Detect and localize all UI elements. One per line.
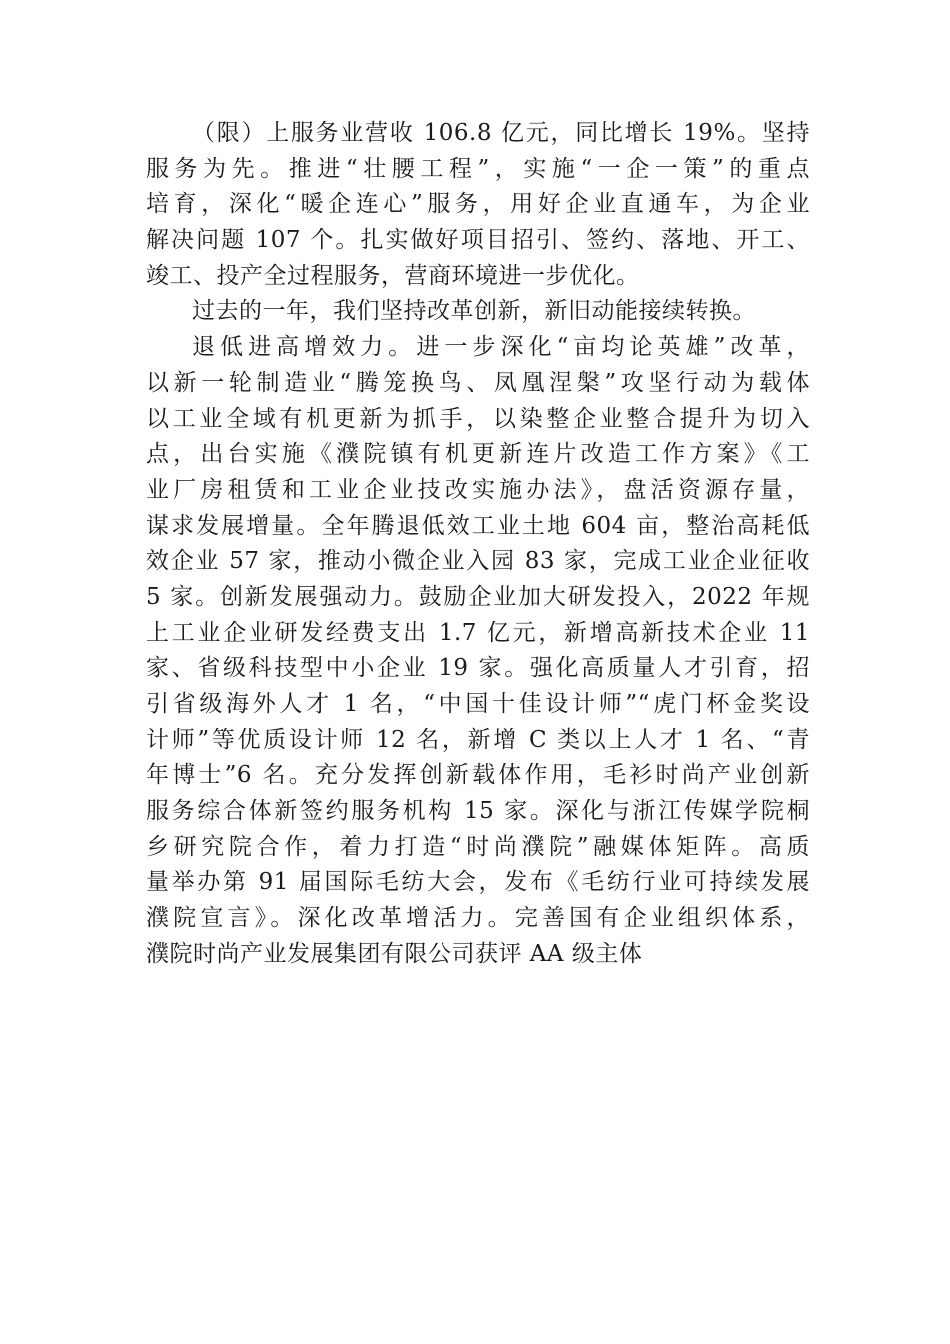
text-line: 点，出台实施《濮院镇有机更新连片改造工作方案》《工	[146, 441, 810, 468]
body-text	[146, 116, 810, 973]
text-line: 乡研究院合作，着力打造“时尚濮院”融媒体矩阵。高质	[146, 833, 810, 860]
text-line: 上工业企业研发经费支出 1.7 亿元，新增高新技术企业 11	[146, 619, 810, 646]
text-line: 以新一轮制造业“腾笼换鸟、凤凰涅槃”攻坚行动为载体	[146, 369, 810, 396]
text-line: 培育，深化“暖企连心”服务，用好企业直通车，为企业	[146, 191, 810, 218]
text-line: （限）上服务业营收 106.8 亿元，同比增长 19%。坚持	[192, 120, 810, 146]
text-line: 服务综合体新签约服务机构 15 家。深化与浙江传媒学院桐	[146, 798, 810, 825]
text-line: 退低进高增效力。进一步深化“亩均论英雄”改革，	[192, 334, 810, 361]
text-line: 濮院宣言》。深化改革增活力。完善国有企业组织体系，	[146, 905, 810, 932]
text-line: 解决问题 107 个。扎实做好项目招引、签约、落地、开工、	[146, 227, 810, 254]
text-line: 效企业 57 家，推动小微企业入园 83 家，完成工业企业征收	[146, 548, 810, 575]
text-line: 以工业全域有机更新为抓手，以染整企业整合提升为切入	[146, 405, 810, 432]
text-line: 家、省级科技型中小企业 19 家。强化高质量人才引育，招	[146, 655, 810, 682]
text-line: 业厂房租赁和工业企业技改实施办法》，盘活资源存量，	[146, 476, 810, 503]
text-line: 竣工、投产全过程服务，营商环境进一步优化。	[146, 262, 640, 289]
text-line: 计师”等优质设计师 12 名，新增 C 类以上人才 1 名、“青	[146, 726, 810, 753]
text-line: 年博士”6 名。充分发挥创新载体作用，毛衫时尚产业创新	[146, 762, 810, 789]
text-line: 谋求发展增量。全年腾退低效工业土地 604 亩，整治高耗低	[146, 512, 810, 539]
text-line: 服务为先。推进“壮腰工程”，实施“一企一策”的重点	[146, 155, 810, 182]
text-line: 引省级海外人才 1 名，“中国十佳设计师”“虎门杯金奖设	[146, 691, 810, 717]
text-line: 过去的一年，我们坚持改革创新，新旧动能接续转换。	[192, 298, 756, 325]
text-line: 濮院时尚产业发展集团有限公司获评 AA 级主体	[146, 940, 643, 967]
text-line: 5 家。创新发展强动力。鼓励企业加大研发投入，2022 年规	[146, 583, 810, 610]
text-line: 量举办第 91 届国际毛纺大会，发布《毛纺行业可持续发展	[146, 869, 810, 896]
